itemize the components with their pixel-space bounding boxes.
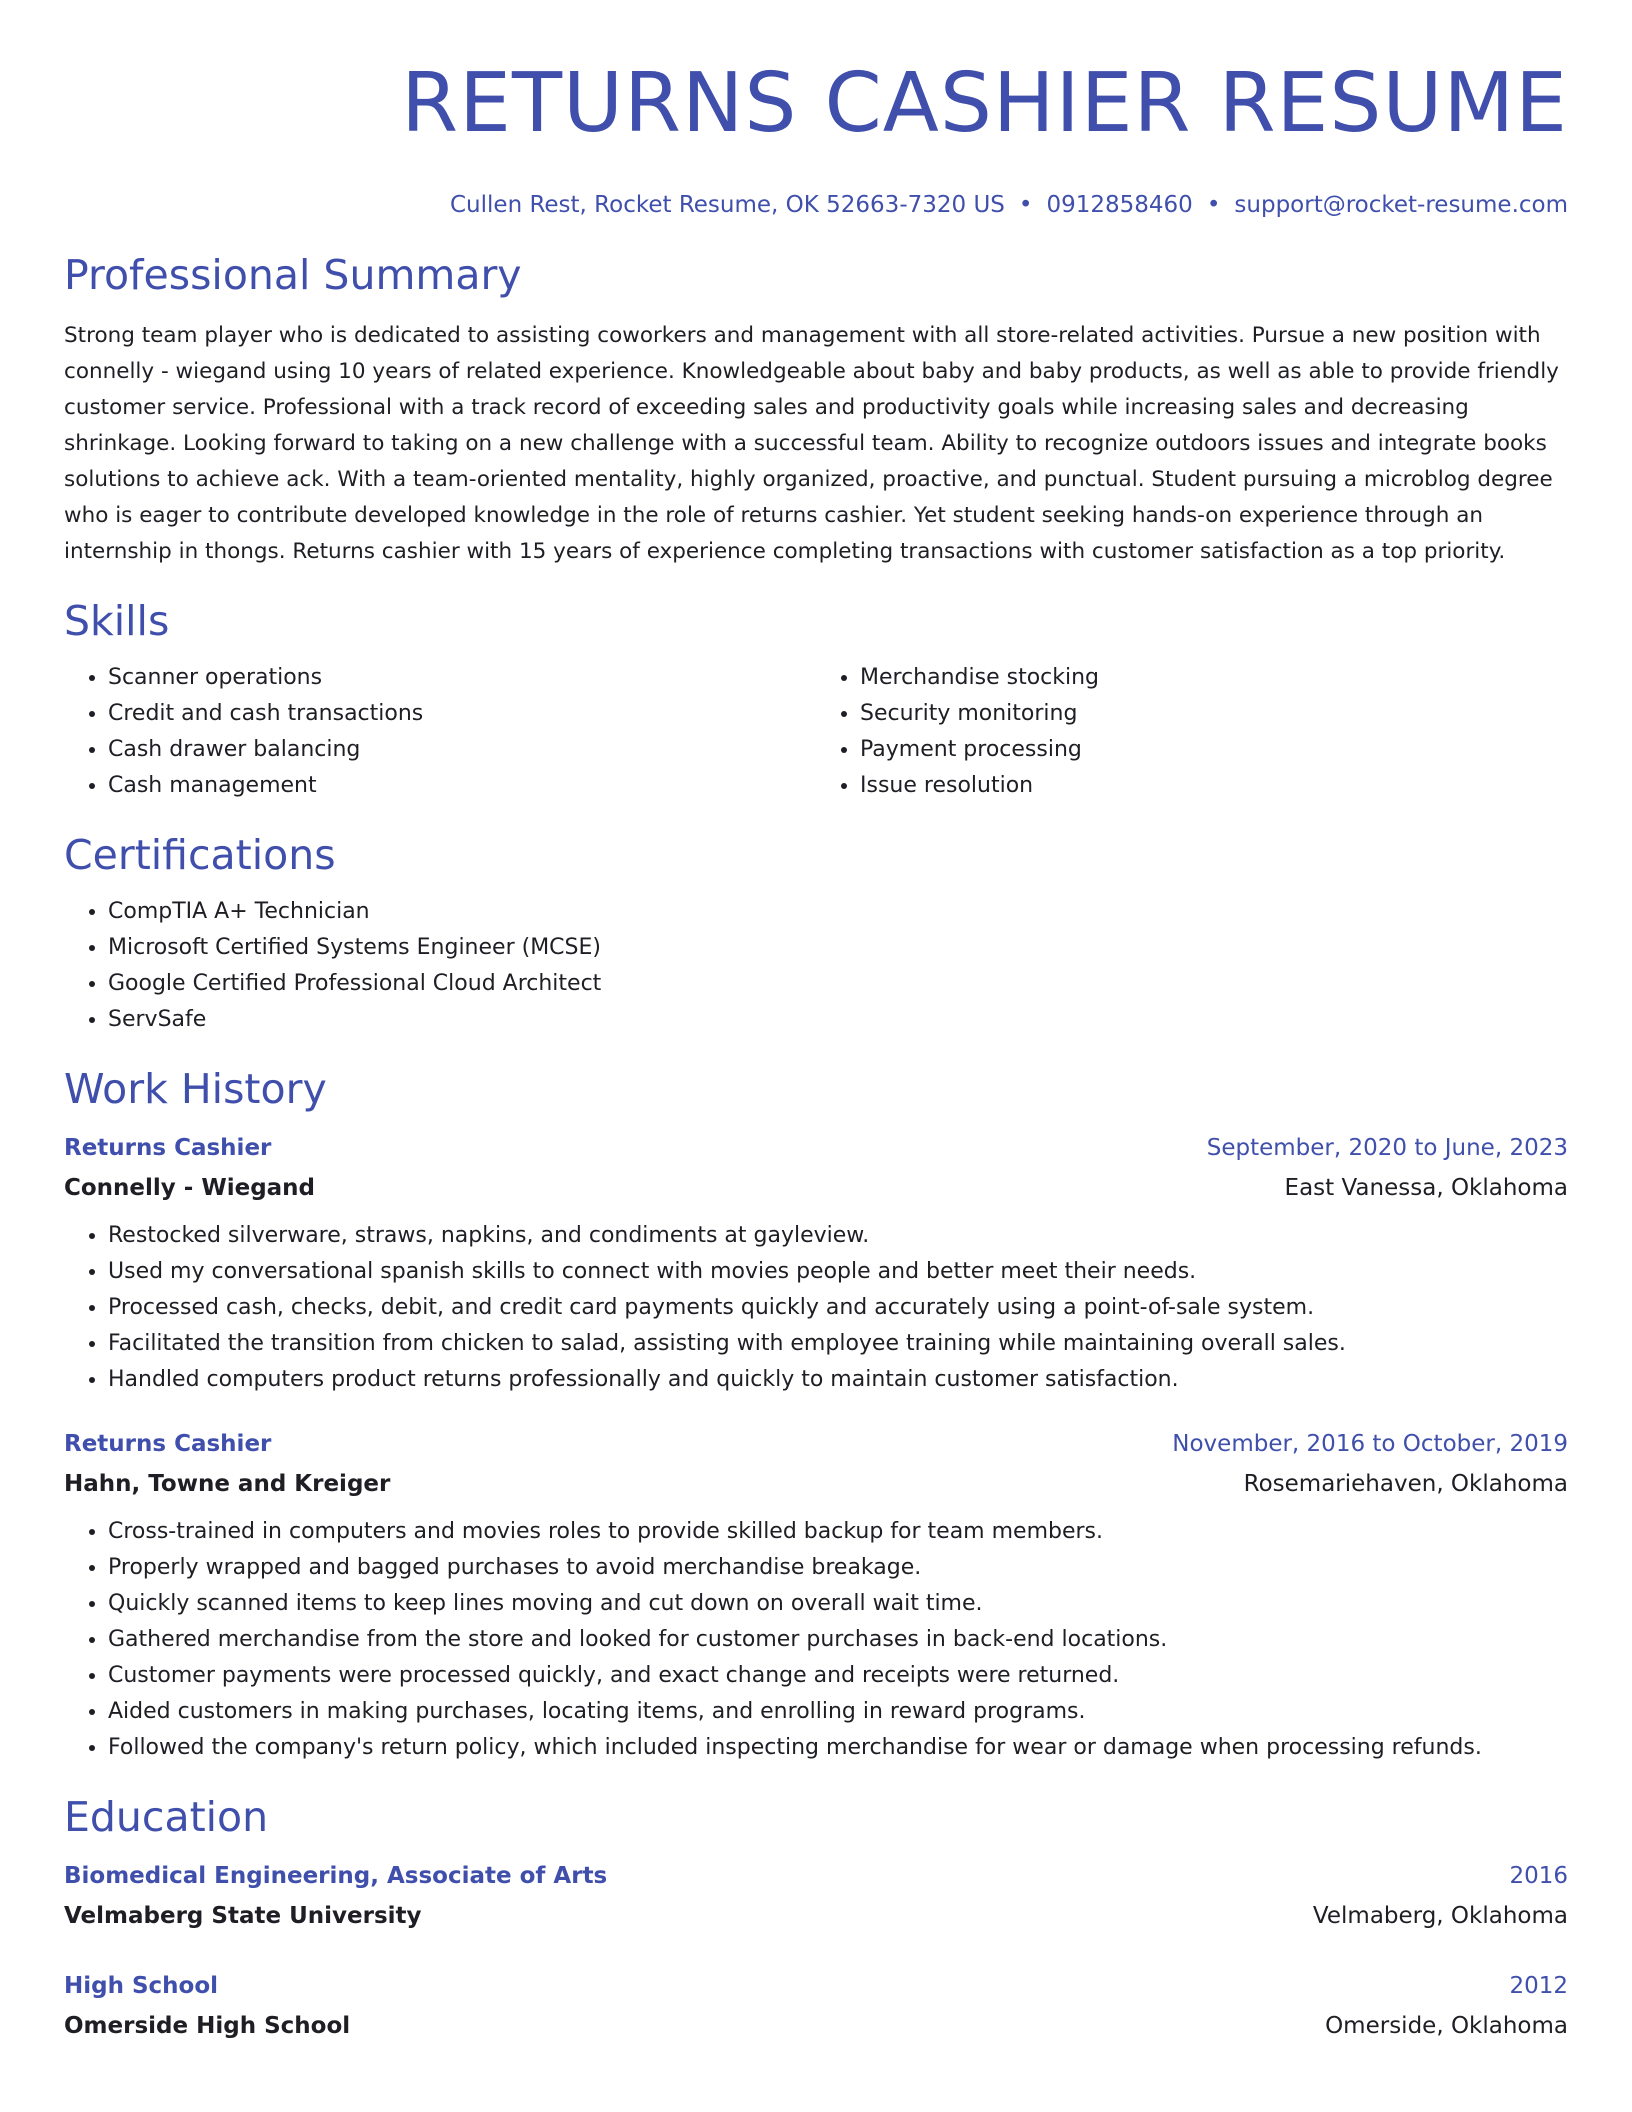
skill-item: • Cash drawer balancing xyxy=(108,732,816,768)
job-duty: • Handled computers product returns professionally and quickly to maintain customer satisfaction. xyxy=(108,1362,1568,1398)
education-header xyxy=(64,1856,1568,1896)
skills-list-left xyxy=(64,660,816,804)
education-year: 2012 xyxy=(1509,1973,1568,1999)
certification-item: • ServSafe xyxy=(108,1002,1568,1038)
education-entry xyxy=(64,1966,1568,2046)
job-duties-list xyxy=(64,1514,1568,1766)
job-duty: • Followed the company's return policy, which included inspecting merchandise for wear or damage when processing refunds. xyxy=(108,1730,1568,1766)
phone: 0912858460 xyxy=(1046,192,1193,218)
job-employer xyxy=(64,1168,1568,1208)
job-company: Connelly - Wiegand xyxy=(64,1175,316,1201)
job-location: Rosemariehaven, Oklahoma xyxy=(1243,1471,1568,1497)
skills-heading: Skills xyxy=(64,597,170,645)
skill-item: • Credit and cash transactions xyxy=(108,696,816,732)
job-duty: • Properly wrapped and bagged purchases to avoid merchandise breakage. xyxy=(108,1550,1568,1586)
job-header xyxy=(64,1128,1568,1168)
address: Cullen Rest, Rocket Resume, OK 52663-7320 US xyxy=(450,192,1005,218)
job-entry xyxy=(64,1424,1568,1766)
summary-text: Strong team player who is dedicated to assisting coworkers and management with all store-related activities. Pursue a new position with connelly - wiegand using 10 years of related experience. Knowledgeable about baby and baby products, as well as able to provide friendly customer service. Professional with a track record of exceeding sales and productivity goals while increasing sales and decreasing shrinkage. Looking forward to taking on a new challenge with a successful team. Ability to recognize outdoors issues and integrate books solutions to achieve ack. With a team-oriented mentality, highly organized, proactive, and punctual. Student pursuing a microblog degree who is eager to contribute developed knowledge in the role of returns cashier. Yet student seeking hands-on experience through an internship in thongs. Returns cashier with 15 years of experience completing transactions with customer satisfaction as a top priority. xyxy=(64,323,1559,564)
job-dates: September, 2020 to June, 2023 xyxy=(1206,1135,1568,1161)
job-duties-list xyxy=(64,1218,1568,1398)
skill-item: • Merchandise stocking xyxy=(860,660,1568,696)
skill-item: • Scanner operations xyxy=(108,660,816,696)
education-school-row xyxy=(64,1896,1568,1936)
certification-item: • CompTIA A+ Technician xyxy=(108,894,1568,930)
contact-line xyxy=(64,190,1568,220)
skill-item: • Security monitoring xyxy=(860,696,1568,732)
education-heading: Education xyxy=(64,1793,269,1841)
education-header xyxy=(64,1966,1568,2006)
job-employer xyxy=(64,1464,1568,1504)
certifications-list xyxy=(64,894,1568,1038)
education-school-row xyxy=(64,2006,1568,2046)
job-role: Returns Cashier xyxy=(64,1431,272,1457)
education-location: Omerside, Oklahoma xyxy=(1325,2013,1568,2039)
job-duty: • Cross-trained in computers and movies roles to provide skilled backup for team members. xyxy=(108,1514,1568,1550)
separator-dot: • xyxy=(1018,192,1033,218)
education-degree: High School xyxy=(64,1973,219,1999)
certification-item: • Google Certified Professional Cloud Architect xyxy=(108,966,1568,1002)
job-header xyxy=(64,1424,1568,1464)
certification-item: • Microsoft Certified Systems Engineer (MCSE) xyxy=(108,930,1568,966)
skill-item: • Payment processing xyxy=(860,732,1568,768)
job-duty: • Aided customers in making purchases, locating items, and enrolling in reward programs. xyxy=(108,1694,1568,1730)
education-school: Omerside High School xyxy=(64,2013,351,2039)
certifications-heading: Certifications xyxy=(64,831,336,879)
job-location: East Vanessa, Oklahoma xyxy=(1284,1175,1568,1201)
summary-heading: Professional Summary xyxy=(64,251,522,299)
email-link[interactable]: support@rocket-resume.com xyxy=(1234,192,1568,218)
job-entry xyxy=(64,1128,1568,1398)
education-year: 2016 xyxy=(1509,1863,1568,1889)
skill-item: • Issue resolution xyxy=(860,768,1568,804)
separator-dot: • xyxy=(1206,192,1221,218)
education-entry xyxy=(64,1856,1568,1936)
job-dates: November, 2016 to October, 2019 xyxy=(1172,1431,1568,1457)
education-school: Velmaberg State University xyxy=(64,1903,422,1929)
job-duty: • Facilitated the transition from chicken to salad, assisting with employee training while maintaining overall sales. xyxy=(108,1326,1568,1362)
job-duty: • Customer payments were processed quickly, and exact change and receipts were returned. xyxy=(108,1658,1568,1694)
job-role: Returns Cashier xyxy=(64,1135,272,1161)
skills-grid xyxy=(64,660,1568,804)
work-history-heading: Work History xyxy=(64,1065,327,1113)
job-duty: • Quickly scanned items to keep lines moving and cut down on overall wait time. xyxy=(108,1586,1568,1622)
job-duty: • Gathered merchandise from the store and looked for customer purchases in back-end locations. xyxy=(108,1622,1568,1658)
job-company: Hahn, Towne and Kreiger xyxy=(64,1471,391,1497)
job-duty: • Used my conversational spanish skills to connect with movies people and better meet their needs. xyxy=(108,1254,1568,1290)
job-duty: • Processed cash, checks, debit, and credit card payments quickly and accurately using a point-of-sale system. xyxy=(108,1290,1568,1326)
job-duty: • Restocked silverware, straws, napkins, and condiments at gayleview. xyxy=(108,1218,1568,1254)
resume-title: RETURNS CASHIER RESUME xyxy=(401,56,1568,151)
skill-item: • Cash management xyxy=(108,768,816,804)
education-location: Velmaberg, Oklahoma xyxy=(1312,1903,1568,1929)
education-degree: Biomedical Engineering, Associate of Arts xyxy=(64,1863,608,1889)
skills-list-right xyxy=(816,660,1568,804)
